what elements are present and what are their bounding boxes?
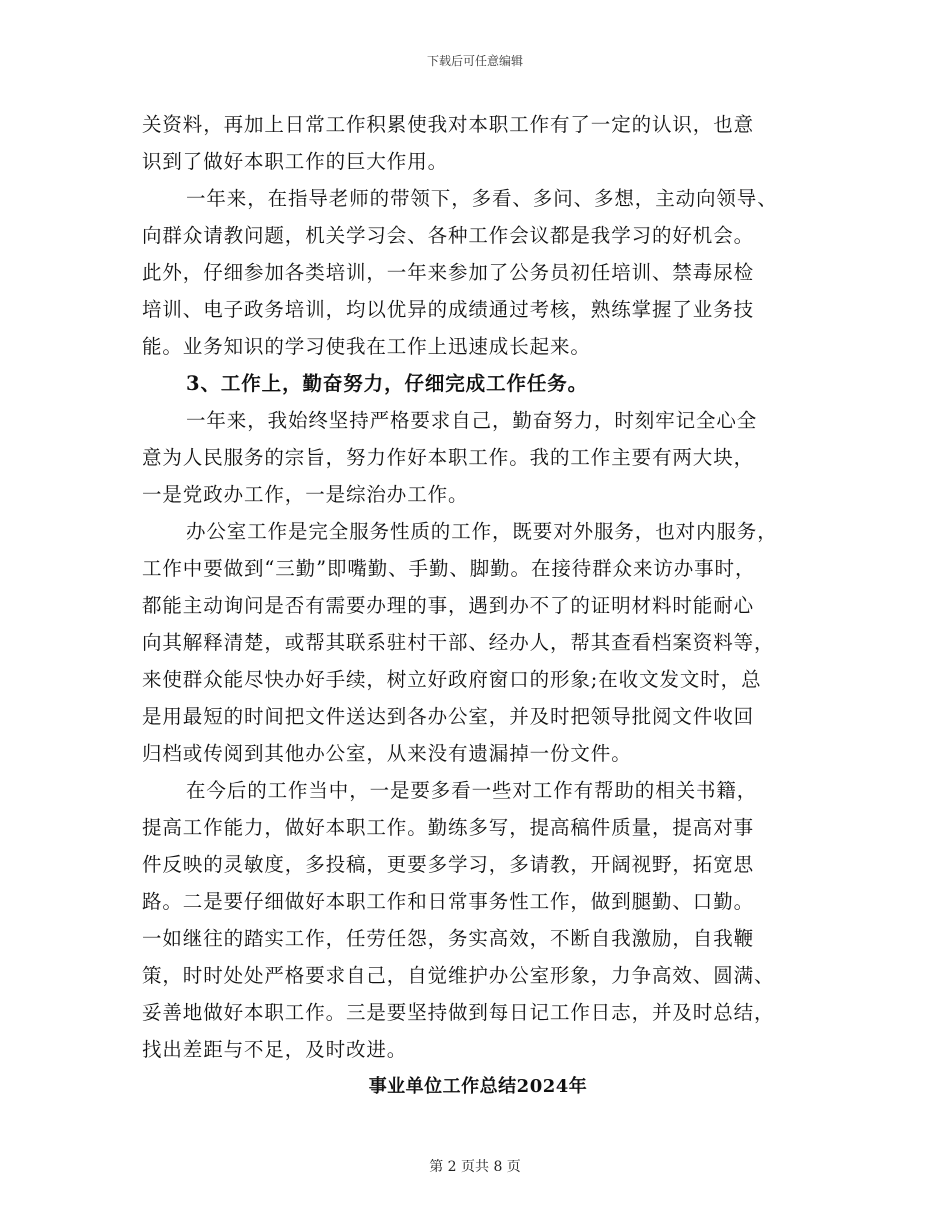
text-line: 是用最短的时间把文件送达到各办公室，并及时把领导批阅文件收回 [142, 705, 755, 728]
text-line: 意为人民服务的宗旨，努力作好本职工作。我的工作主要有两大块， [142, 446, 755, 469]
section-heading: 3、工作上，勤奋努力，仔细完成工作任务。 [186, 372, 589, 395]
document-title: 事业单位工作总结2024年 [368, 1076, 588, 1097]
paragraph-start-line: 一年来，在指导老师的带领下，多看、多问、多想，主动向领导、 [186, 187, 778, 210]
text-line: 向群众请教问题，机关学习会、各种工作会议都是我学习的好机会。 [142, 224, 755, 247]
text-line: 路。二是要仔细做好本职工作和日常事务性工作，做到腿勤、口勤。 [142, 890, 755, 913]
text-line: 工作中要做到“三勤”即嘴勤、手勤、脚勤。在接待群众来访办事时， [142, 557, 756, 580]
text-line: 一是党政办工作，一是综治办工作。 [142, 483, 469, 506]
page-header: 下载后可任意编辑 [426, 54, 523, 68]
text-line: 识到了做好本职工作的巨大作用。 [142, 150, 449, 173]
paragraph-start-line: 在今后的工作当中，一是要多看一些对工作有帮助的相关书籍， [186, 779, 758, 802]
document-body [142, 106, 814, 1105]
text-line: 培训、电子政务培训，均以优异的成绩通过考核，熟练掌握了业务技 [142, 298, 755, 321]
text-line: 来使群众能尽快办好手续，树立好政府窗口的形象;在收文发文时，总 [142, 668, 762, 691]
text-line: 关资料，再加上日常工作积累使我对本职工作有了一定的认识，也意 [142, 113, 755, 136]
text-line: 妥善地做好本职工作。三是要坚持做到每日记工作日志，并及时总结， [142, 1001, 775, 1024]
text-line: 能。业务知识的学习使我在工作上迅速成长起来。 [142, 335, 591, 358]
text-line: 归档或传阅到其他办公室，从来没有遗漏掉一份文件。 [142, 742, 632, 765]
text-line: 此外，仔细参加各类培训，一年来参加了公务员初任培训、禁毒尿检 [142, 261, 755, 284]
text-line: 件反映的灵敏度，多投稿，更要多学习，多请教，开阔视野，拓宽思 [142, 853, 755, 876]
paragraph-start-line: 一年来，我始终坚持严格要求自己，勤奋努力，时刻牢记全心全 [186, 409, 758, 432]
text-line: 策，时时处处严格要求自己，自觉维护办公室形象，力争高效、圆满、 [142, 964, 775, 987]
paragraph-start-line: 办公室工作是完全服务性质的工作，既要对外服务，也对内服务， [186, 520, 778, 543]
text-line: 提高工作能力，做好本职工作。勤练多写，提高稿件质量，提高对事 [142, 816, 755, 839]
text-line: 向其解释清楚，或帮其联系驻村干部、经办人，帮其查看档案资料等， [142, 631, 775, 654]
text-line: 找出差距与不足，及时改进。 [142, 1038, 408, 1061]
text-line: 都能主动询问是否有需要办理的事，遇到办不了的证明材料时能耐心 [142, 594, 755, 617]
page-number: 第 2 页共 8 页 [429, 1159, 521, 1175]
text-line: 一如继往的踏实工作，任劳任怨，务实高效，不断自我激励，自我鞭 [142, 927, 755, 950]
